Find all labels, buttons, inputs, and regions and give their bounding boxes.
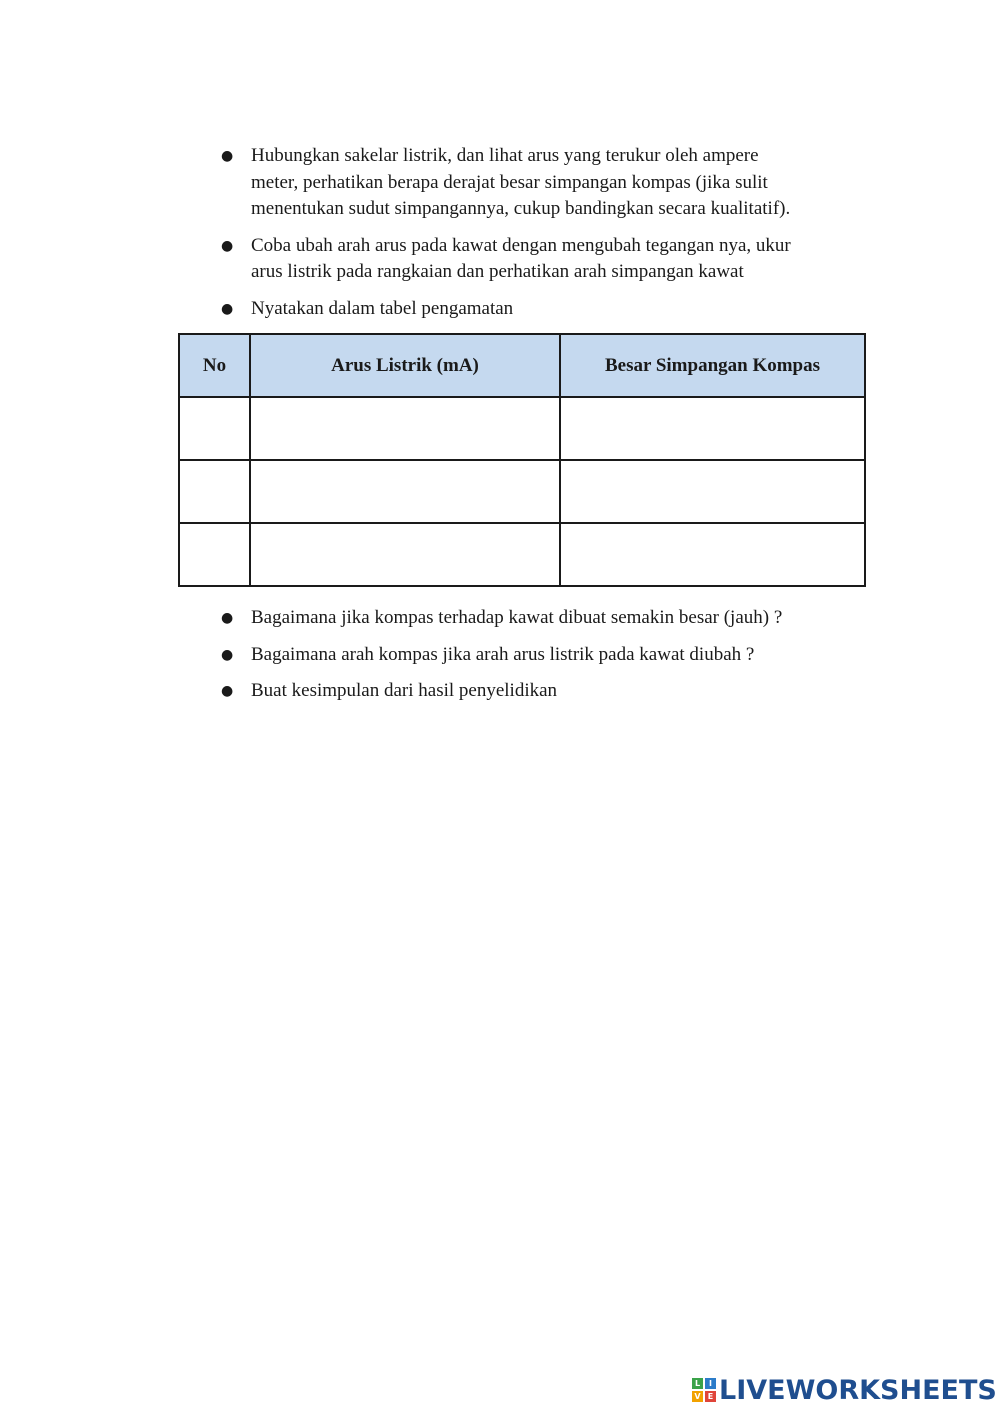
bullet-icon: ● <box>221 300 234 317</box>
cell-current[interactable] <box>250 460 560 523</box>
liveworksheets-logo-icon <box>692 1378 716 1402</box>
liveworksheets-brand <box>692 1374 997 1406</box>
cell-no[interactable] <box>179 523 250 586</box>
instruction-line: Nyatakan dalam tabel pengamatan <box>251 297 514 319</box>
question-line: Bagaimana jika kompas terhadap kawat dibuat semakin besar (jauh) ? <box>251 607 783 628</box>
logo-tile: L <box>692 1378 703 1389</box>
bullet-icon: ● <box>221 646 234 663</box>
cell-deflection[interactable] <box>560 397 865 460</box>
bullet-icon: ● <box>221 237 234 254</box>
logo-tile: I <box>705 1378 716 1389</box>
question-line: Buat kesimpulan dari hasil penyelidikan <box>251 680 558 701</box>
brand-name: LIVEWORKSHEETS <box>719 1374 997 1406</box>
table-row <box>179 523 865 586</box>
table-header-row <box>179 334 865 397</box>
instruction-line: menentukan sudut simpangannya, cukup bandingkan secara kualitatif). <box>251 198 791 219</box>
header-no: No <box>179 334 250 397</box>
question-line: Bagaimana arah kompas jika arah arus listrik pada kawat diubah ? <box>251 643 755 665</box>
bullet-icon: ● <box>221 683 234 699</box>
cell-deflection[interactable] <box>560 523 865 586</box>
table-row <box>179 397 865 460</box>
instruction-item-change-current <box>0 233 841 286</box>
instruction-line: arus listrik pada rangkaian dan perhatikan arah simpangan kawat <box>251 261 744 282</box>
instruction-item-table <box>0 296 841 323</box>
header-deflection: Besar Simpangan Kompas <box>560 334 865 397</box>
bullet-icon: ● <box>221 610 234 626</box>
cell-current[interactable] <box>250 523 560 586</box>
bullet-icon: ● <box>221 148 234 164</box>
instruction-line: meter, perhatikan berapa derajat besar simpangan kompas (jika sulit <box>251 171 768 193</box>
logo-tile: V <box>692 1391 703 1402</box>
instructions-top <box>0 143 1000 332</box>
logo-tile: E <box>705 1391 716 1402</box>
cell-no[interactable] <box>179 460 250 523</box>
question-item-conclusion <box>0 678 841 705</box>
question-item-direction <box>0 642 841 669</box>
table-row <box>179 460 865 523</box>
instruction-item-connect-switch <box>0 143 841 223</box>
cell-deflection[interactable] <box>560 460 865 523</box>
question-item-distance <box>0 605 841 632</box>
instructions-bottom <box>0 605 1000 715</box>
header-current: Arus Listrik (mA) <box>250 334 560 397</box>
instruction-line: Coba ubah arah arus pada kawat dengan mengubah tegangan nya, ukur <box>251 234 791 256</box>
cell-no[interactable] <box>179 397 250 460</box>
cell-current[interactable] <box>250 397 560 460</box>
observation-table <box>178 333 866 587</box>
instruction-line: Hubungkan sakelar listrik, dan lihat arus yang terukur oleh ampere <box>251 145 759 166</box>
